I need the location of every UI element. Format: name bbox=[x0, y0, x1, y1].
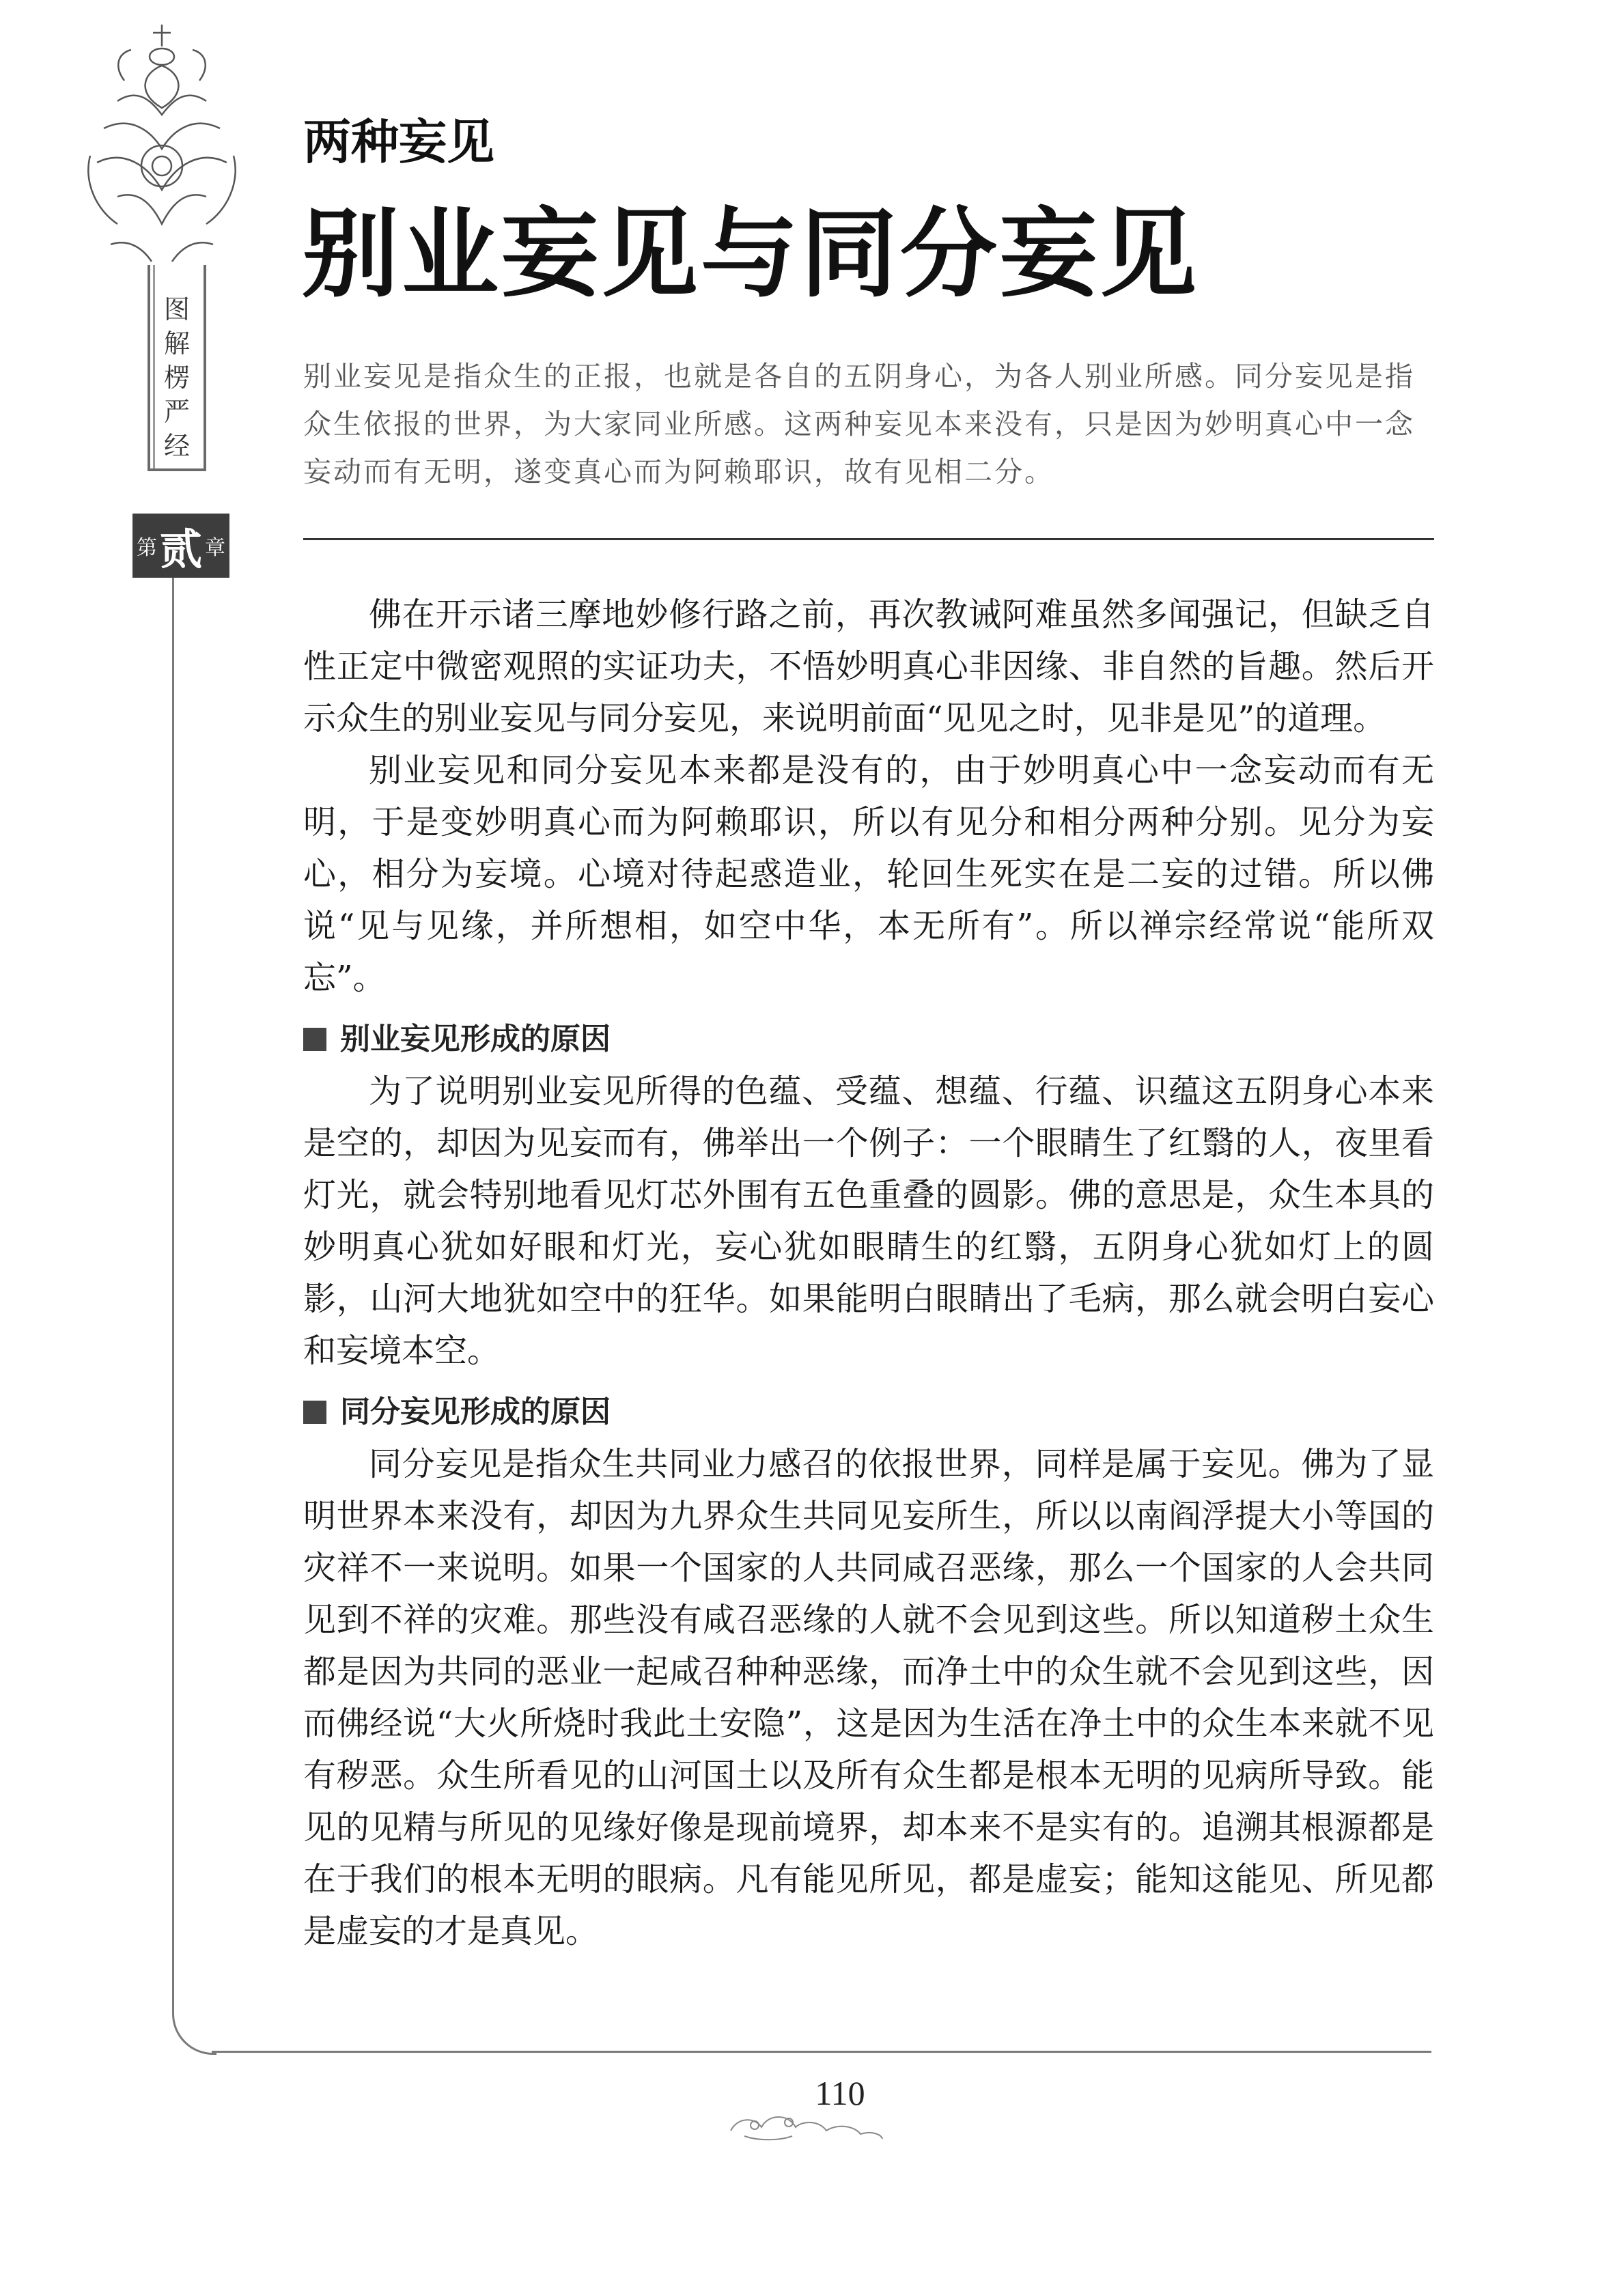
divider bbox=[303, 538, 1434, 540]
page-title: 别业妄见与同分妄见 bbox=[302, 198, 1199, 311]
book-title-tab bbox=[148, 265, 206, 471]
section-heading bbox=[303, 1013, 1434, 1065]
square-bullet-icon bbox=[303, 1028, 326, 1051]
section-heading bbox=[303, 1386, 1434, 1438]
paragraph: 同分妄见是指众生共同业力感召的依报世界，同样是属于妄见。佛为了显明世界本来没有，却因为九界众生共同见妄所生，所以以南阎浮提大小等国的灾祥不一来说明。如果一个国家的人共同咸召恶缘，那么一个国家的人会共同见到不祥的灾难。那些没有咸召恶缘的人就不会见到这些。所以知道秽土众生都是因为共同的恶业一起咸召种种恶缘，而净土中的众生就不会见到这些，因而佛经说“大火所烧时我此土安隐”，这是因为生活在净土中的众生本来就不见有秽恶。众生所看见的山河国土以及所有众生都是根本无明的见病所导致。能见的见精与所见的见缘好像是现前境界，却本来不是实有的。追溯其根源都是在于我们的根本无明的眼病。凡有能见所见，都是虚妄；能知这能见、所见都是虚妄的才是真见。 bbox=[303, 1445, 1434, 1950]
main-body bbox=[303, 589, 1434, 1957]
lotus-ornament-icon bbox=[76, 19, 247, 285]
cloud-ornament-icon bbox=[724, 2103, 888, 2144]
section-heading-text: 别业妄见形成的原因 bbox=[340, 1022, 611, 1056]
book-title-char: 楞 bbox=[163, 363, 190, 393]
page-frame-left bbox=[172, 578, 216, 2055]
section-subtitle: 两种妄见 bbox=[303, 114, 494, 170]
section-heading-text: 同分妄见形成的原因 bbox=[340, 1394, 611, 1429]
chapter-number: 贰 bbox=[159, 524, 202, 574]
chapter-suffix: 章 bbox=[205, 536, 225, 560]
tab-divider bbox=[153, 265, 155, 468]
summary-text: 别业妄见是指众生的正报，也就是各自的五阴身心，为各人别业所感。同分妄见是指众生依报的世界，为大家同业所感。这两种妄见本来没有，只是因为妙明真心中一念妄动而有无明，遂变真心而为阿赖耶识，故有见相二分。 bbox=[303, 360, 1415, 488]
chapter-prefix: 第 bbox=[136, 536, 157, 560]
chapter-tag bbox=[132, 514, 229, 578]
book-title-char: 经 bbox=[163, 431, 190, 461]
paragraph: 别业妄见和同分妄见本来都是没有的，由于妙明真心中一念妄动而有无明，于是变妙明真心而为阿赖耶识，所以有见分和相分两种分别。见分为妄心，相分为妄境。心境对待起惑造业，轮回生死实在是二妄的过错。所以佛说“见与见缘，并所想相，如空中华，本无所有”。所以禅宗经常说“能所双忘”。 bbox=[303, 751, 1434, 997]
page-number: 110 bbox=[815, 2074, 865, 2112]
paragraph: 为了说明别业妄见所得的色蕴、受蕴、想蕴、行蕴、识蕴这五阴身心本来是空的，却因为见妄而有，佛举出一个例子：一个眼睛生了红翳的人，夜里看灯光，就会特别地看见灯芯外围有五色重叠的圆影。佛的意思是，众生本具的妙明真心犹如好眼和灯光，妄心犹如眼睛生的红翳，五阴身心犹如灯上的圆影，山河大地犹如空中的狂华。如果能明白眼睛出了毛病，那么就会明白妄心和妄境本空。 bbox=[303, 1072, 1434, 1370]
book-title-char: 图 bbox=[163, 294, 190, 324]
page-frame-bottom bbox=[212, 2051, 1431, 2053]
book-title-char: 严 bbox=[163, 397, 190, 427]
paragraph: 佛在开示诸三摩地妙修行路之前，再次教诫阿难虽然多闻强记，但缺乏自性正定中微密观照的实证功夫，不悟妙明真心非因缘、非自然的旨趣。然后开示众生的别业妄见与同分妄见，来说明前面“见见之时，见非是见”的道理。 bbox=[303, 595, 1434, 738]
book-title-char: 解 bbox=[163, 328, 190, 359]
square-bullet-icon bbox=[303, 1401, 326, 1424]
